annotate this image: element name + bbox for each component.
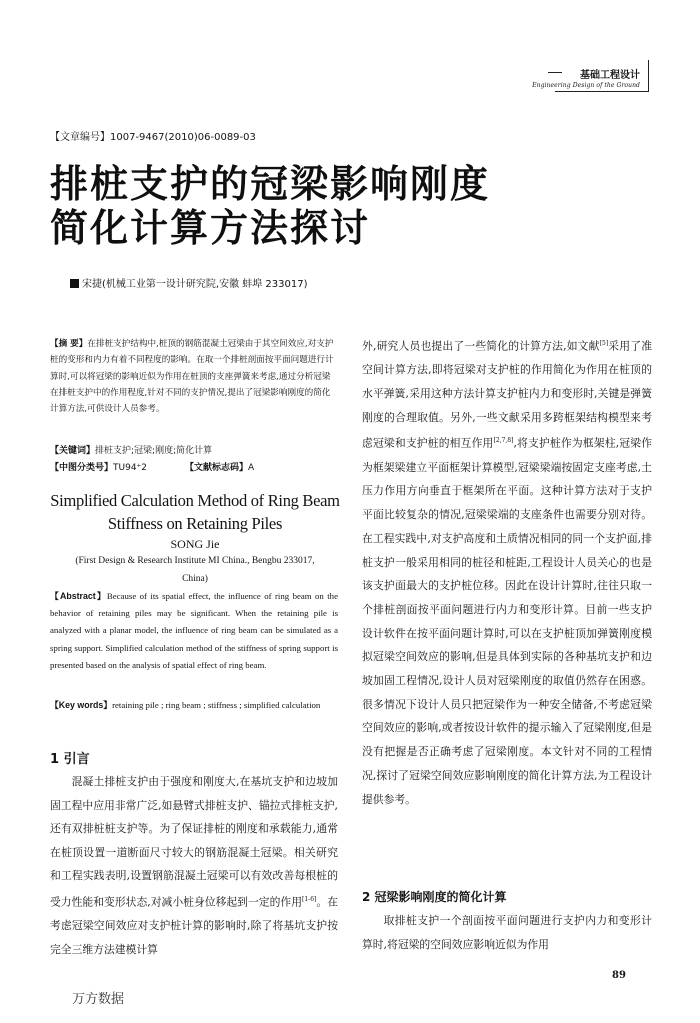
english-keywords-text: retaining pile ; ring beam ; stiffness ; simplified calculation <box>112 700 321 710</box>
english-affiliation-line-2: China) <box>182 574 208 584</box>
section-1-heading: 1 引言 <box>50 752 90 767</box>
header-rule-horizontal <box>555 91 649 92</box>
citation: [1-6] <box>302 895 317 903</box>
article-title <box>50 162 650 250</box>
clc-label: 【中图分类号】 <box>50 463 114 473</box>
keywords-cn <box>50 443 350 456</box>
section-2-heading: 2 冠梁影响刚度的简化计算 <box>362 890 507 904</box>
right-text-1: 外,研究人员也提出了一些简化的计算方法,如文献 <box>362 339 600 353</box>
english-title-line-1: Simplified Calculation Method of Ring Beam <box>50 491 340 510</box>
section-1-text-tail: 。在考虑冠梁空间效应对支护桩计算的影响时,除了将基坑支护按完全三维方法建模计算 <box>50 895 339 956</box>
author-line <box>70 275 308 290</box>
right-column-body <box>362 332 652 811</box>
square-bullet-icon <box>70 279 79 288</box>
english-abstract-text: Because of its spatial effect, the influence of ring beam on the behavior of retaining piles may be significant. When the retaining pile is analyzed with a planar model, the influence of ring beam can be simulated as a spring support. Simplified calculation method of the stiffness of spring support is presented based on the analysis of spatial effect of ring beam. <box>50 591 338 670</box>
article-number: 【文章编号】1007-9467(2010)06-0089-03 <box>50 132 256 143</box>
abstract-cn <box>50 336 338 417</box>
author-text: 宋捷(机械工业第一设计研究院,安徽 蚌埠 233017) <box>82 279 308 290</box>
classification-line <box>50 460 350 473</box>
header-rule-vertical <box>648 60 649 92</box>
section-2-body <box>362 909 652 956</box>
journal-title-en: Engineering Design of the Ground <box>532 82 640 89</box>
doc-code-value: A <box>248 463 255 473</box>
citation: [5] <box>599 340 609 347</box>
english-title-line-2: Stiffness on Retaining Piles <box>107 514 283 533</box>
title-line-1: 排桩支护的冠梁影响刚度 <box>50 162 491 206</box>
english-author: SONG Jie <box>170 537 220 551</box>
english-keywords <box>50 697 338 714</box>
page-number: 89 <box>612 970 626 981</box>
source-watermark: 万方数据 <box>72 992 125 1007</box>
abstract-cn-text: 在排桩支护结构中,桩顶的钢筋混凝土冠梁由于其空间效应,对支护桩的变形和内力有着不同程度的影响。在取一个排桩剖面按平面问题进行计算时,可以将冠梁的影响近似为作用在桩顶的支座弹簧来考虑,通过分析冠梁在排桩支护中的作用程度,针对不同的支护情况,提出了冠梁影响刚度的简化计算方法,可供设计人员参考。 <box>50 339 334 415</box>
english-abstract-label: 【Abstract】 <box>50 591 107 601</box>
keywords-cn-text: 排桩支护;冠梁;刚度;简化计算 <box>95 446 213 456</box>
english-abstract <box>50 588 338 674</box>
abstract-cn-label: 【摘 要】 <box>50 339 88 349</box>
section-1-paragraph <box>50 770 338 961</box>
english-keywords-label: 【Key words】 <box>50 700 113 710</box>
title-line-2: 简化计算方法探讨 <box>50 206 371 250</box>
section-1-text: 混凝土排桩支护由于强度和刚度大,在基坑支护和边坡加固工程中应用非常广泛,如悬臂式排桩支护、锚拉式排桩支护,还有双排桩桩支护等。为了保证排桩的刚度和承载能力,通常在桩顶设置一道断面尺寸较大的钢筋混凝土冠梁。相关研究和工程实践表明,设置钢筋混凝土冠梁可以有效改善每根桩的受力性能和变形状态,对减小桩身位移起到一定的作用 <box>50 775 338 909</box>
section-2-paragraph: 取排桩支护一个剖面按平面问题进行支护内力和变形计算时,将冠梁的空间效应影响近似为作用 <box>362 914 652 951</box>
right-text-3: ,将支护桩作为框架柱,冠梁作为框架梁建立平面框架计算模型,冠梁梁端按固定支座考虑,土压力作用方向垂直于框架所在平面。这种计算方法对于支护平面比较复杂的情况,冠梁梁端的支座条件也需要分别对待。在工程实践中,对支护高度和土质情况相同的同一个支护面,排桩支护一般采用相同的桩径和桩距,工程设计人员关心的也是该支护面最大的支护桩位移。因此在设计计算时,往往只取一个排桩剖面按平面问题进行内力和变形计算。目前一些支护设计软件在按平面问题计算时,可以在支护桩顶加弹簧刚度模拟冠梁空间效应的影响,但是具体到实际的各种基坑支护和边坡加固工程情况,设计人员对冠梁刚度的取值仍然存在困惑。很多情况下设计人员只把冠梁作为一种安全储备,不考虑冠梁空间效应的影响,或者按设计软件的提示输入了冠梁刚度,但是没有把握是否正确考虑了冠梁刚度。本文针对不同的工程情况,探讨了冠梁空间效应影响刚度的简化计算方法,为工程设计提供参考。 <box>362 437 652 806</box>
right-text-2: 采用了准空间计算方法,即将冠梁对支护桩的作用简化为作用在桩顶的水平弹簧,采用这种方法计算支护桩内力和变形时,关键是弹簧刚度的合理取值。另外,一些文献采用多跨框架结构模型来考虑冠梁和支护桩的相互作用 <box>362 339 652 450</box>
english-affiliation-line-1: (First Design & Research Institute MI China., Bengbu 233017, <box>75 556 315 566</box>
section-1-body <box>50 770 338 961</box>
journal-title-cn: 基础工程设计 <box>580 70 640 81</box>
doc-code-label: 【文献标志码】 <box>185 463 249 473</box>
clc-value: TU94⁺2 <box>113 463 148 473</box>
citation: [2,7,8] <box>493 437 514 445</box>
right-column-paragraph <box>362 332 652 811</box>
keywords-cn-label: 【关键词】 <box>50 446 96 456</box>
